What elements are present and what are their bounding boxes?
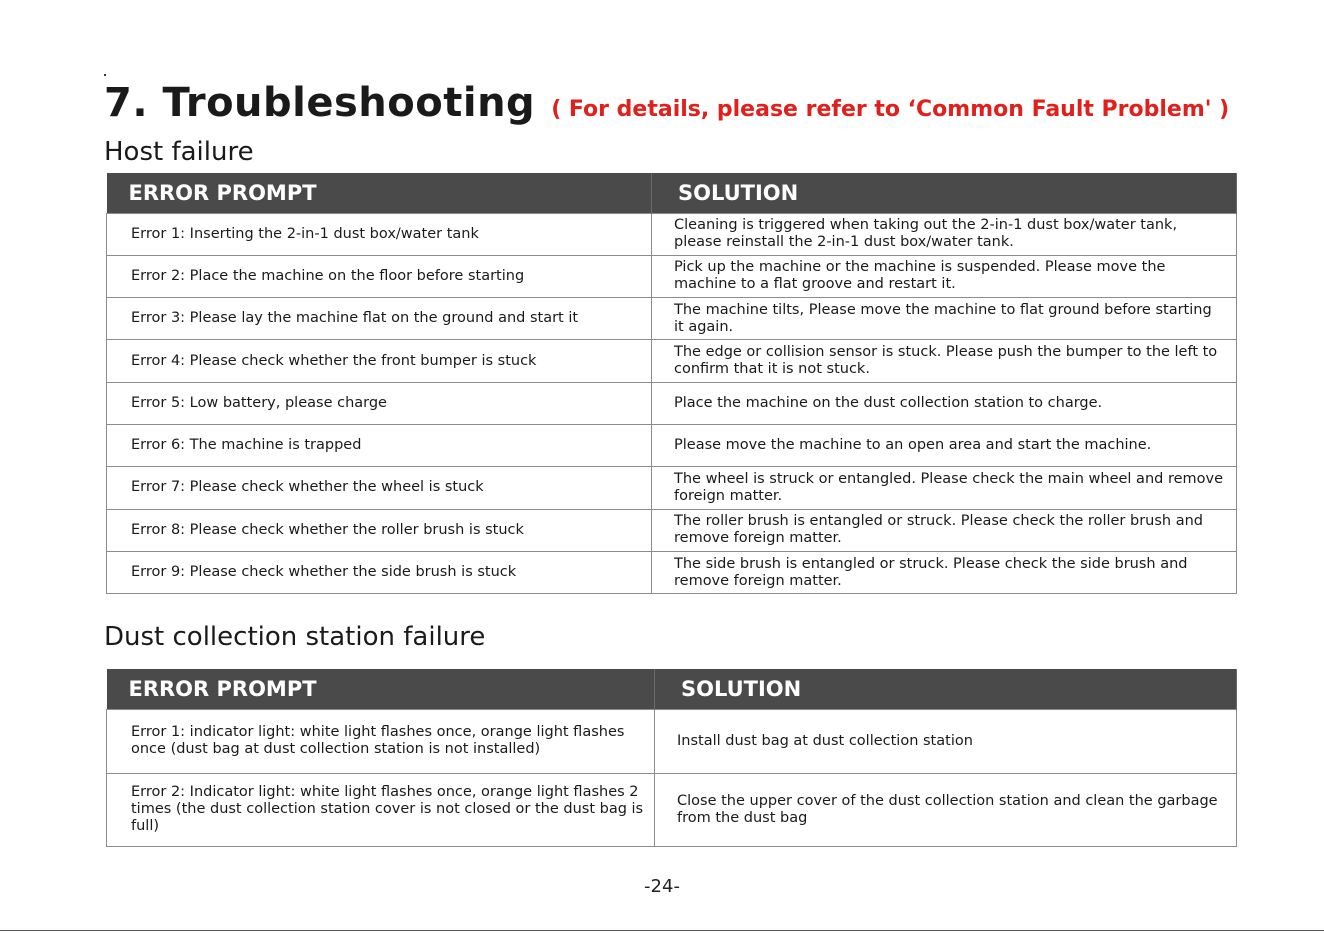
table-row [107, 509, 1237, 551]
solution-cell: Install dust bag at dust collection station [655, 709, 1237, 773]
header-solution: SOLUTION [655, 669, 1237, 709]
table-row [107, 213, 1237, 255]
table-row [107, 340, 1237, 382]
error-cell: Error 4: Please check whether the front bumper is stuck [107, 340, 652, 382]
table-row [107, 382, 1237, 424]
error-cell: Error 2: Place the machine on the floor before starting [107, 255, 652, 297]
page-heading [104, 80, 1229, 126]
error-cell: Error 9: Please check whether the side brush is stuck [107, 551, 652, 593]
page-number: -24- [644, 876, 680, 897]
error-cell: Error 1: indicator light: white light flashes once, orange light flashes once (dust bag at dust collection station is not installed) [107, 709, 655, 773]
table-row [107, 467, 1237, 509]
solution-cell: The machine tilts, Please move the machine to flat ground before starting it again. [652, 298, 1237, 340]
reference-note: ( For details, please refer to ‘Common Fault Problem' ) [551, 97, 1230, 122]
solution-cell: Place the machine on the dust collection station to charge. [652, 382, 1237, 424]
header-error-prompt: ERROR PROMPT [107, 669, 655, 709]
solution-cell: The wheel is struck or entangled. Please check the main wheel and remove foreign matter. [652, 467, 1237, 509]
solution-cell: Cleaning is triggered when taking out the 2-in-1 dust box/water tank, please reinstall the 2-in-1 dust box/water tank. [652, 213, 1237, 255]
solution-cell: Pick up the machine or the machine is suspended. Please move the machine to a flat groove and restart it. [652, 255, 1237, 297]
station-failure-title: Dust collection station failure [104, 622, 486, 652]
solution-cell: Please move the machine to an open area and start the machine. [652, 424, 1237, 466]
solution-cell: The edge or collision sensor is stuck. Please push the bumper to the left to confirm that it is not stuck. [652, 340, 1237, 382]
table-header-row [107, 669, 1237, 709]
error-cell: Error 1: Inserting the 2-in-1 dust box/water tank [107, 213, 652, 255]
page-mark [104, 74, 106, 76]
solution-cell: The side brush is entangled or struck. Please check the side brush and remove foreign matter. [652, 551, 1237, 593]
table-row [107, 298, 1237, 340]
host-failure-title: Host failure [104, 137, 254, 167]
table-header-row [107, 173, 1237, 213]
table-row [107, 773, 1237, 846]
error-cell: Error 2: Indicator light: white light flashes once, orange light flashes 2 times (the dust collection station cover is not closed or the dust bag is full) [107, 773, 655, 846]
solution-cell: The roller brush is entangled or struck. Please check the roller brush and remove foreign matter. [652, 509, 1237, 551]
error-cell: Error 6: The machine is trapped [107, 424, 652, 466]
header-solution: SOLUTION [652, 173, 1237, 213]
error-cell: Error 7: Please check whether the wheel is stuck [107, 467, 652, 509]
station-failure-table [106, 669, 1237, 847]
error-cell: Error 3: Please lay the machine flat on the ground and start it [107, 298, 652, 340]
table-row [107, 551, 1237, 593]
table-row [107, 709, 1237, 773]
error-cell: Error 8: Please check whether the roller brush is stuck [107, 509, 652, 551]
table-row [107, 255, 1237, 297]
table-row [107, 424, 1237, 466]
solution-cell: Close the upper cover of the dust collection station and clean the garbage from the dust bag [655, 773, 1237, 846]
error-cell: Error 5: Low battery, please charge [107, 382, 652, 424]
page-title: 7. Troubleshooting [104, 80, 536, 126]
host-failure-table [106, 173, 1237, 594]
bottom-divider [0, 930, 1324, 931]
header-error-prompt: ERROR PROMPT [107, 173, 652, 213]
